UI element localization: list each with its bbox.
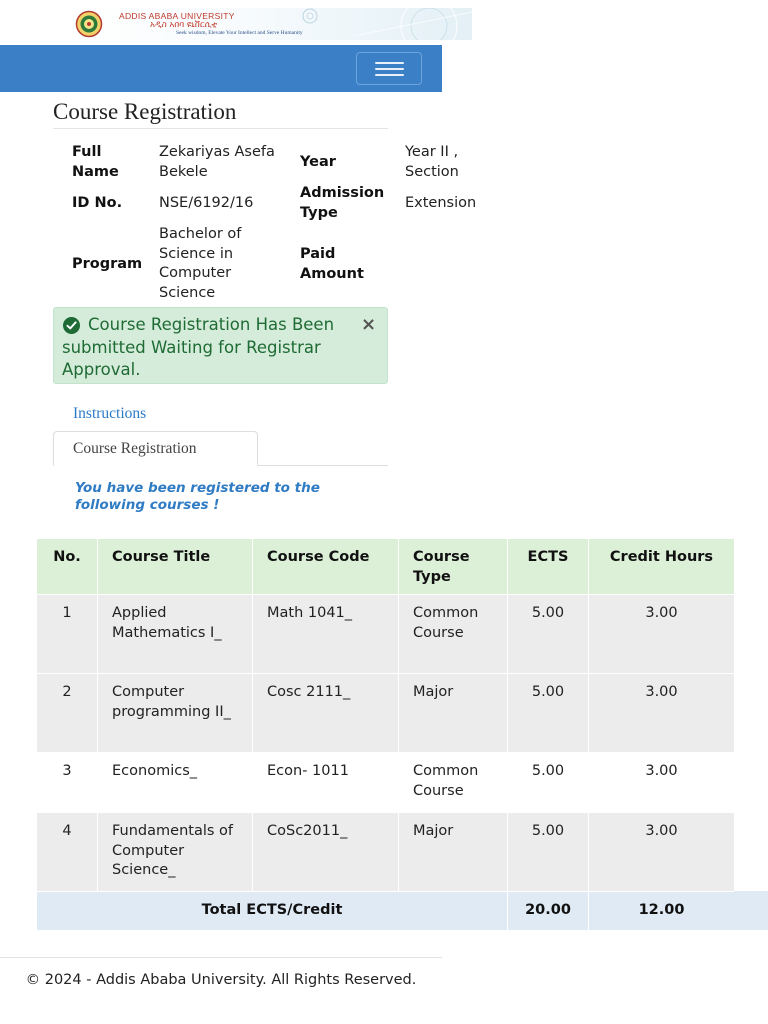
course-code: Econ- 1011 — [253, 753, 399, 813]
column-header-course-code: Course Code — [253, 539, 399, 595]
course-title: Economics_ — [98, 753, 253, 813]
column-header-no: No. — [37, 539, 98, 595]
id-value: NSE/6192/16 — [159, 195, 254, 211]
tab-course-registration-label: Course Registration — [73, 440, 197, 457]
course-credit-hours: 3.00 — [589, 813, 735, 892]
column-header-ects: ECTS — [508, 539, 589, 595]
course-no: 1 — [37, 595, 98, 674]
table-row — [37, 753, 735, 813]
total-row-extra-cell — [734, 891, 768, 930]
footer-divider — [0, 957, 442, 958]
course-code: Math 1041_ — [253, 595, 399, 674]
title-divider — [53, 128, 388, 129]
footer-copyright: © 2024 - Addis Ababa University. All Rights Reserved. — [25, 972, 417, 988]
university-motto: Seek wisdom, Elevate Your Intellect and Serve Humanity — [176, 30, 303, 36]
course-title: Computer programming II_ — [98, 674, 253, 753]
admission-type-value: Extension — [405, 195, 477, 211]
course-title: Fundamentals of Computer Science_ — [98, 813, 253, 892]
year-value: Year II , Section — [405, 144, 459, 180]
banner-decoration-icon — [294, 8, 472, 40]
full-name-label: Full Name — [72, 144, 119, 180]
hamburger-menu-button[interactable] — [356, 52, 422, 85]
total-ects: 20.00 — [508, 892, 589, 931]
course-type: Common Course — [399, 753, 508, 813]
paid-amount-label: Paid Amount — [300, 246, 364, 282]
table-row — [37, 595, 735, 674]
course-ects: 5.00 — [508, 595, 589, 674]
tab-instructions[interactable]: Instructions — [73, 405, 147, 422]
table-row — [37, 813, 735, 892]
registered-courses-note: You have been registered to the following courses ! — [75, 480, 320, 513]
course-ects: 5.00 — [508, 674, 589, 753]
total-credit-hours: 12.00 — [589, 892, 735, 931]
university-name-english: ADDIS ABABA UNIVERSITY — [119, 11, 235, 21]
course-ects: 5.00 — [508, 753, 589, 813]
course-no: 4 — [37, 813, 98, 892]
university-name-amharic: አዲስ አበባ ዩኒቨርሲቲ — [150, 20, 218, 30]
top-navbar — [0, 45, 442, 92]
tab-course-registration[interactable] — [53, 431, 258, 466]
table-row — [37, 674, 735, 753]
course-code: Cosc 2111_ — [253, 674, 399, 753]
hamburger-bar-icon — [375, 68, 404, 70]
registered-courses-table — [36, 538, 735, 931]
close-icon[interactable]: × — [361, 314, 377, 335]
page-title: Course Registration — [53, 99, 237, 124]
program-label: Program — [72, 256, 143, 272]
course-type: Major — [399, 813, 508, 892]
course-credit-hours: 3.00 — [589, 595, 735, 674]
year-label: Year — [300, 154, 336, 170]
course-credit-hours: 3.00 — [589, 753, 735, 813]
hamburger-bar-icon — [375, 62, 404, 64]
total-label: Total ECTS/Credit — [37, 892, 508, 931]
course-no: 3 — [37, 753, 98, 813]
hamburger-bar-icon — [375, 74, 404, 76]
column-header-credit-hours: Credit Hours — [589, 539, 735, 595]
university-banner — [64, 8, 472, 40]
admission-type-label: Admission Type — [300, 185, 385, 221]
column-header-course-type: Course Type — [399, 539, 508, 595]
id-label: ID No. — [72, 195, 123, 211]
course-no: 2 — [37, 674, 98, 753]
course-credit-hours: 3.00 — [589, 674, 735, 753]
alert-message: Course Registration Has Been submitted Waiting for Registrar Approval. — [62, 315, 335, 379]
course-title: Applied Mathematics I_ — [98, 595, 253, 674]
column-header-course-title: Course Title — [98, 539, 253, 595]
course-code: CoSc2011_ — [253, 813, 399, 892]
course-ects: 5.00 — [508, 813, 589, 892]
table-total-row — [37, 892, 735, 931]
program-value: Bachelor of Science in Computer Science — [159, 226, 242, 301]
success-alert — [53, 307, 388, 384]
table-header-row — [37, 539, 735, 595]
full-name-value: Zekariyas Asefa Bekele — [159, 144, 275, 180]
university-logo-icon — [68, 10, 110, 38]
course-type: Common Course — [399, 595, 508, 674]
course-type: Major — [399, 674, 508, 753]
